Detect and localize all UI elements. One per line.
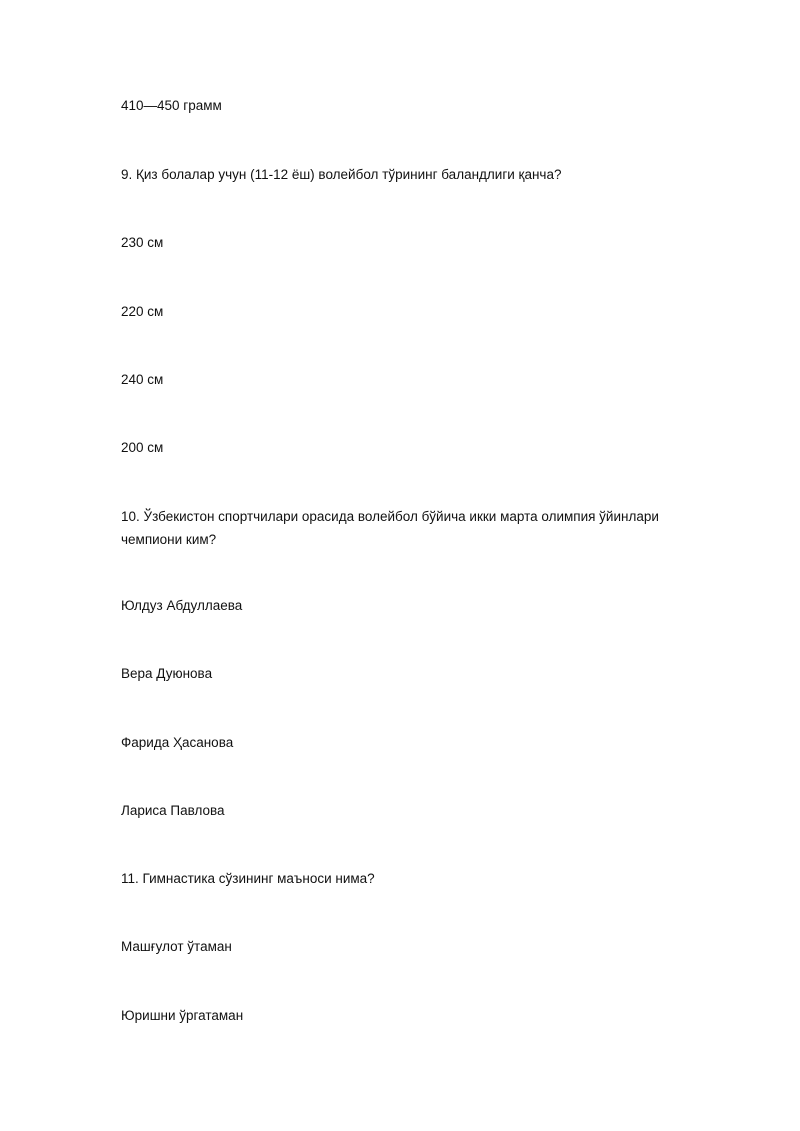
answer-option: Юришни ўргатаман (121, 1008, 244, 1023)
question-11: 11. Гимнастика сўзининг маъноси нима? (121, 871, 375, 886)
answer-option: 220 см (121, 304, 164, 319)
answer-option: Лариса Павлова (121, 803, 225, 818)
answer-option: 230 см (121, 235, 164, 250)
answer-option: 410—450 грамм (121, 98, 222, 113)
answer-option: 240 см (121, 372, 164, 387)
question-9: 9. Қиз болалар учун (11-12 ёш) волейбол тўрининг баландлиги қанча? (121, 167, 562, 182)
answer-option: Юлдуз Абдуллаева (121, 598, 243, 613)
question-10: 10. Ўзбекистон спортчилари орасида волейбол бўйича икки марта олимпия ўйинлари чемпиони ким? (121, 509, 659, 547)
answer-option: Фарида Ҳасанова (121, 735, 234, 750)
answer-option: Машғулот ўтаман (121, 939, 232, 954)
answer-option: Вера Дуюнова (121, 666, 213, 681)
answer-option: 200 см (121, 440, 164, 455)
